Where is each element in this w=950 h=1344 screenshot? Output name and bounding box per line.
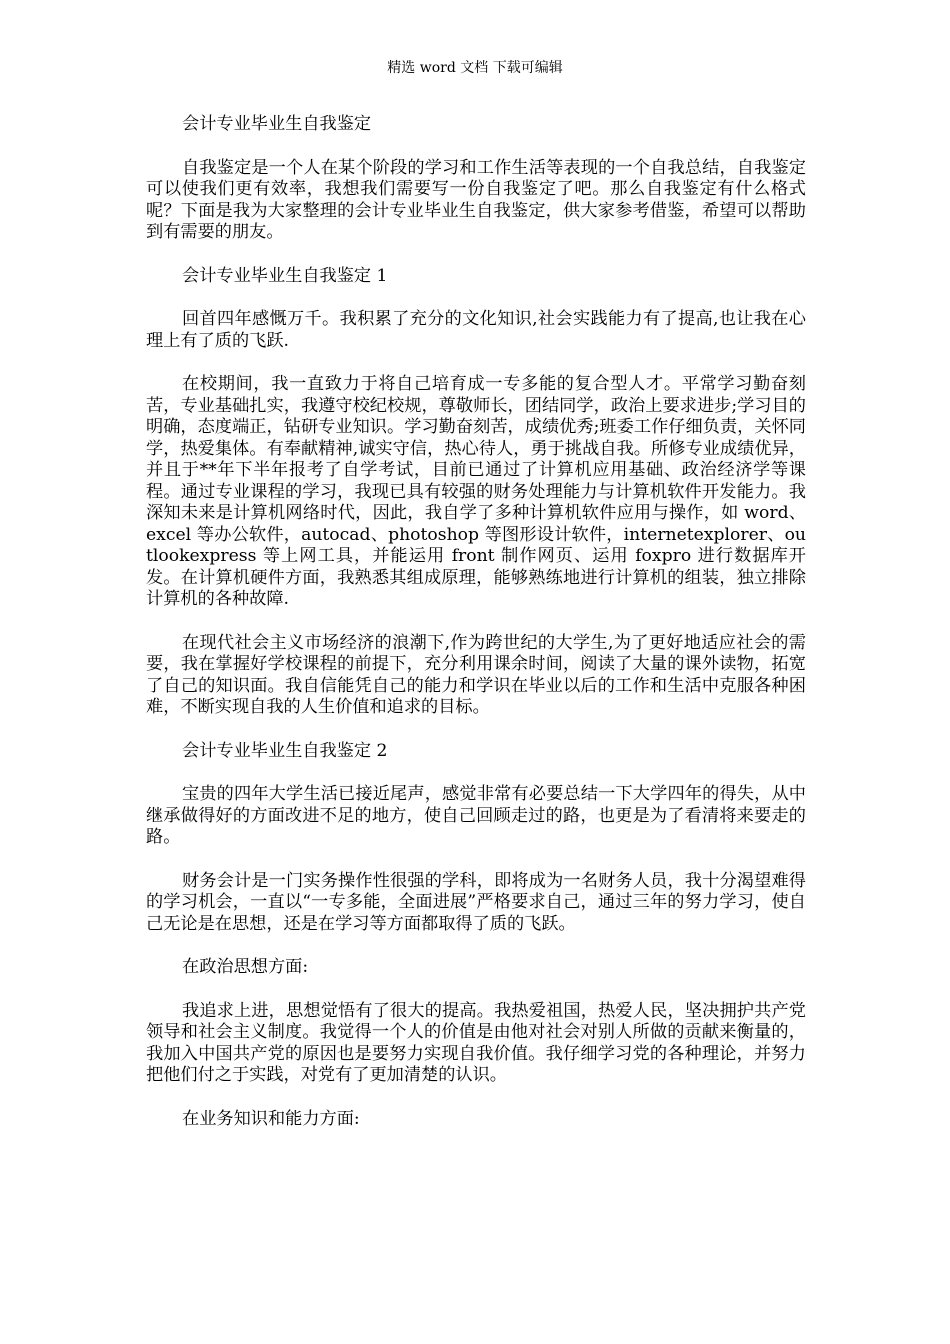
section-heading-2: 会计专业毕业生自我鉴定 2 (182, 740, 388, 761)
body-paragraph: 回首四年感慨万千。我积累了充分的文化知识,社会实践能力有了提高,也让我在心理上有了质的飞跃. (146, 309, 806, 351)
subheading-politics: 在政治思想方面: (182, 957, 309, 977)
intro-paragraph: 自我鉴定是一个人在某个阶段的学习和工作生活等表现的一个自我总结，自我鉴定可以使我们更有效率，我想我们需要写一份自我鉴定了吧。那么自我鉴定有什么格式呢？下面是我为大家整理的会计专业毕业生自我鉴定，供大家参考借鉴，希望可以帮助到有需要的朋友。 (146, 157, 806, 242)
section-heading-1: 会计专业毕业生自我鉴定 1 (182, 265, 388, 286)
page-header: 精选 word 文档 下载可编辑 (387, 60, 563, 76)
subheading-business: 在业务知识和能力方面: (182, 1108, 360, 1129)
body-paragraph: 我追求上进，思想觉悟有了很大的提高。我热爱祖国，热爱人民，坚决拥护共产党领导和社会主义制度。我觉得一个人的价值是由他对社会对别人所做的贡献来衡量的，我加入中国共产党的原因也是要努力实现自我价值。我仔细学习党的各种理论，并努力把他们付之于实践，对党有了更加清楚的认识。 (146, 1000, 806, 1085)
document-body (146, 114, 806, 1152)
body-paragraph: 财务会计是一门实务操作性很强的学科，即将成为一名财务人员，我十分渴望难得的学习机会，一直以“一专多能，全面进展”严格要求自己，通过三年的努力学习，使自己无论是在思想，还是在学习等方面都取得了质的飞跃。 (146, 870, 806, 934)
body-paragraph: 在校期间，我一直致力于将自己培育成一专多能的复合型人才。平常学习勤奋刻苦，专业基础扎实，我遵守校纪校规，尊敬师长，团结同学，政治上要求进步;学习目的明确，态度端正，钻研专业知识。学习勤奋刻苦，成绩优秀;班委工作仔细负责，关怀同学，热爱集体。有奉献精神,诚实守信，热心待人，勇于挑战自我。所修专业成绩优异，并且于**年下半年报考了自学考试，目前已通过了计算机应用基础、政治经济学等课程。通过专业课程的学习，我现已具有较强的财务处理能力与计算机软件开发能力。我深知未来是计算机网络时代，因此，我自学了多种计算机软件应用与操作，如 word、excel 等办公软件，autocad、photoshop 等图形设计软件，internetexplorer、outlookexpress 等上网工具，并能运用 front 制作网页、运用 foxpro 进行数据库开发。在计算机硬件方面，我熟悉其组成原理，能够熟练地进行计算机的组装，独立排除计算机的各种故障. (146, 374, 806, 609)
document-title: 会计专业毕业生自我鉴定 (182, 114, 372, 134)
body-paragraph: 在现代社会主义市场经济的浪潮下,作为跨世纪的大学生,为了更好地适应社会的需要，我在掌握好学校课程的前提下，充分利用课余时间，阅读了大量的课外读物，拓宽了自己的知识面。我自信能凭自己的能力和学识在毕业以后的工作和生活中克服各种困难，不断实现自我的人生价值和追求的目标。 (146, 632, 806, 717)
body-paragraph: 宝贵的四年大学生活已接近尾声，感觉非常有必要总结一下大学四年的得失，从中继承做得好的方面改进不足的地方，使自己回顾走过的路，也更是为了看清将来要走的路。 (146, 784, 806, 847)
